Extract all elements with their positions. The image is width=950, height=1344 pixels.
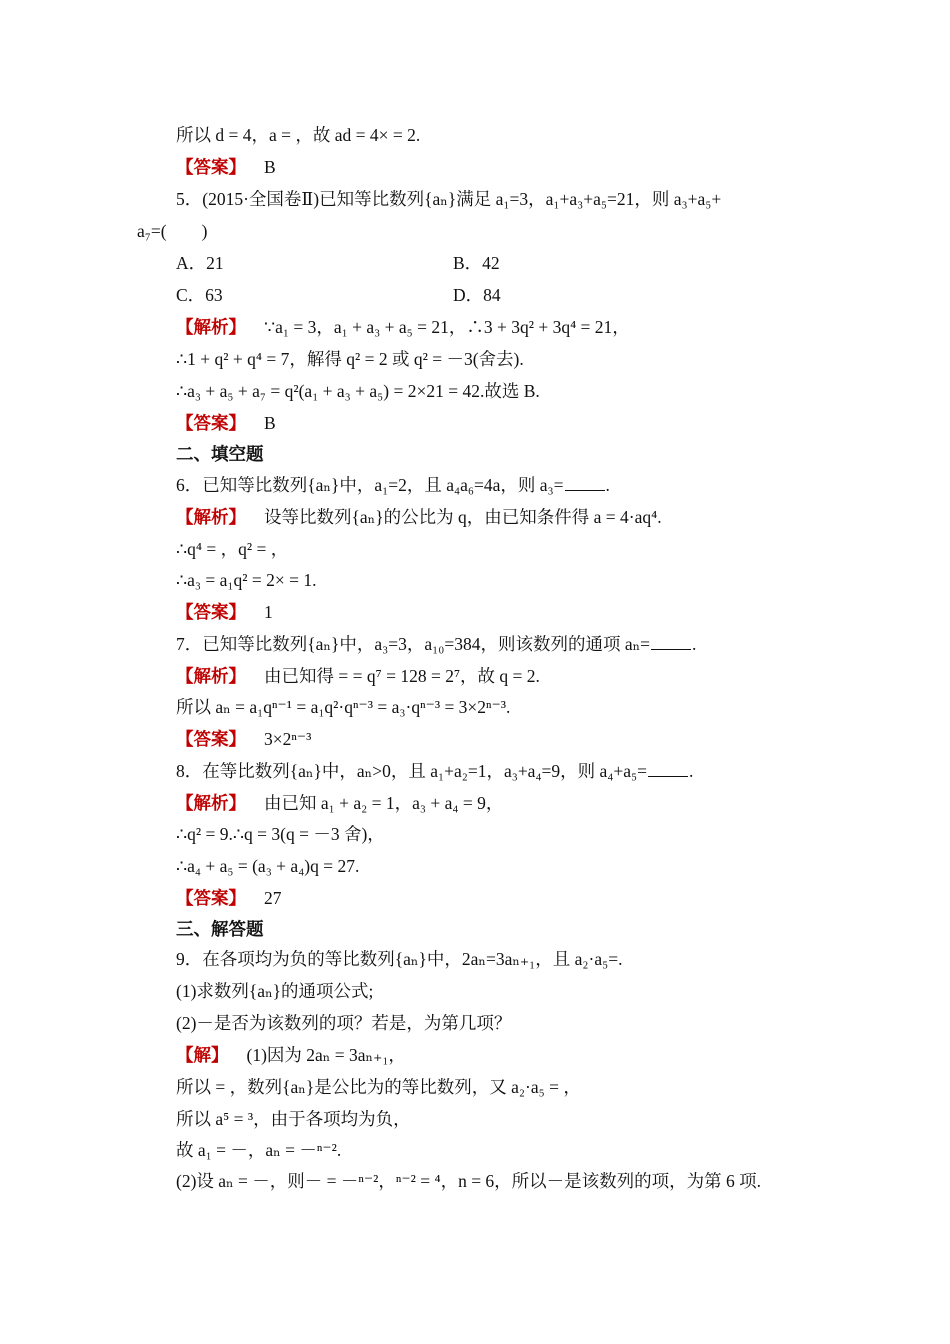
question-end: . [605,475,610,495]
answer-line [176,728,311,750]
option-b: B．42 [453,253,500,273]
answer-line [176,156,276,178]
analysis-text: 由已知得 = = q⁷ = 128 = 2⁷，故 q = 2. [264,666,540,686]
section-heading-solutions: 三、解答题 [176,919,264,939]
text-line: (2)设 aₙ = －，则－ = －ⁿ⁻²，ⁿ⁻² = ⁴，n = 6，所以－是该数列的项，为第 6 项. [176,1171,762,1191]
answer-tag: 【答案】 [176,888,246,908]
answer-tag: 【答案】 [176,602,246,622]
question-end: . [692,634,697,654]
analysis-tag: 【解析】 [176,317,246,337]
answer-value: 1 [264,602,273,622]
solution-line [176,1044,406,1066]
text-line: 所以 d = 4，a = ，故 ad = 4× = 2. [176,125,421,145]
question-7 [176,633,696,655]
analysis-line [176,316,630,338]
analysis-line [176,792,503,814]
text-line: 所以 = ，数列{aₙ}是公比为的等比数列，又 a₂·a₅ = ， [176,1077,581,1097]
question-8 [176,760,693,782]
answer-blank [651,635,691,650]
question-end: . [689,761,694,781]
answer-line [176,601,273,623]
text-line: 所以 aₙ = a₁qⁿ⁻¹ = a₁q²·qⁿ⁻³ = a₃·qⁿ⁻³ = 3×2ⁿ⁻³. [176,697,511,717]
question-9-part-2: (2)－是否为该数列的项？若是，为第几项？ [176,1013,512,1033]
question-text: 7．已知等比数列{aₙ}中，a₃=3，a₁₀=384，则该数列的通项 aₙ= [176,634,651,654]
question-text: 8．在等比数列{aₙ}中，aₙ>0，且 a₁+a₂=1，a₃+a₄=9，则 a₄+a₅= [176,761,648,781]
text-line: ∴q² = 9.∴q = 3(q = －3 舍)， [176,824,385,844]
analysis-text: 设等比数列{aₙ}的公比为 q，由已知条件得 a = 4·aq⁴. [264,507,662,527]
answer-value: 3×2ⁿ⁻³ [264,729,312,749]
solution-text: (1)因为 2aₙ = 3aₙ₊₁， [246,1045,406,1065]
option-d: D．84 [453,285,501,305]
text-line: 故 a₁ = －，aₙ = －ⁿ⁻². [176,1140,342,1160]
option-a: A．21 [176,253,224,273]
answer-value: 27 [264,888,282,908]
answer-value: B [264,413,276,433]
text-line: 所以 a⁵ = ³，由于各项均为负， [176,1109,411,1129]
analysis-tag: 【解析】 [176,507,246,527]
question-5: 5．(2015·全国卷Ⅱ)已知等比数列{aₙ}满足 a₁=3，a₁+a₃+a₅=21，则 a₃+a₅+ [176,189,722,209]
answer-blank [648,762,688,777]
analysis-text: 由已知 a₁ + a₂ = 1，a₃ + a₄ = 9， [264,793,504,813]
text-line: ∴a₄ + a₅ = (a₃ + a₄)q = 27. [176,856,360,876]
analysis-line [176,665,540,687]
option-c: C．63 [176,285,223,305]
analysis-line [176,506,662,528]
question-9-part-1: (1)求数列{aₙ}的通项公式; [176,981,374,1001]
text-line: ∴1 + q² + q⁴ = 7，解得 q² = 2 或 q² = －3(舍去). [176,349,524,369]
answer-tag: 【答案】 [176,413,246,433]
answer-line [176,412,276,434]
answer-tag: 【答案】 [176,729,246,749]
text-line: ∴a₃ + a₅ + a₇ = q²(a₁ + a₃ + a₅) = 2×21 = 42.故选 B. [176,381,540,401]
analysis-tag: 【解析】 [176,666,246,686]
answer-blank [565,476,605,491]
section-heading-fill-blank: 二、填空题 [176,444,264,464]
answer-tag: 【答案】 [176,157,246,177]
answer-line [176,887,282,909]
text-line: ∴q⁴ = ，q² = ， [176,539,289,559]
question-9: 9．在各项均为负的等比数列{aₙ}中，2aₙ=3aₙ₊₁，且 a₂·a₅=. [176,949,623,969]
analysis-tag: 【解析】 [176,793,246,813]
question-5-continued: a₇=( ) [137,221,208,241]
question-text: 6．已知等比数列{aₙ}中，a₁=2，且 a₄a₆=4a，则 a₃= [176,475,564,495]
solution-tag: 【解】 [176,1045,229,1065]
answer-value: B [264,157,276,177]
analysis-text: ∵a₁ = 3，a₁ + a₃ + a₅ = 21，∴3 + 3q² + 3q⁴ = 21， [264,317,630,337]
text-line: ∴a₃ = a₁q² = 2× = 1. [176,570,317,590]
question-6 [176,474,610,496]
